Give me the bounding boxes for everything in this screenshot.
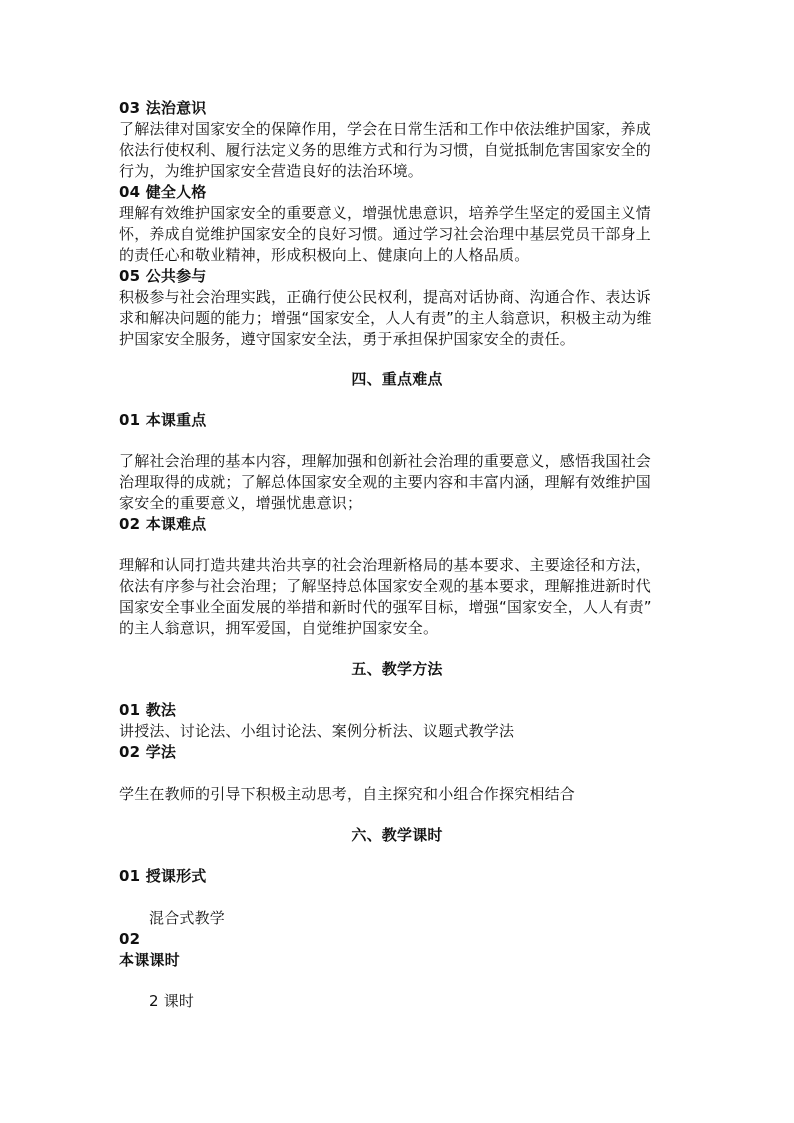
- paragraph-line: 2 课时: [149, 992, 195, 1010]
- paragraph-line: 依法行使权利、履行法定义务的思维方式和行为习惯，自觉抵制危害国家安全的: [119, 141, 652, 159]
- paragraph-line: 混合式教学: [149, 909, 226, 927]
- paragraph-line: 积极参与社会治理实践，正确行使公民权利，提高对话协商、沟通合作、表达诉: [119, 288, 652, 306]
- subheading-learning: 02 学法: [119, 743, 177, 761]
- chapter-title-hours: 六、教学课时: [351, 826, 443, 844]
- subheading-form: 01 授课形式: [119, 867, 207, 885]
- paragraph-line: 治理取得的成就；了解总体国家安全观的主要内容和丰富内涵，理解有效维护国: [119, 473, 652, 491]
- paragraph-line: 讲授法、讨论法、小组讨论法、案例分析法、议题式教学法: [119, 722, 515, 740]
- paragraph-line: 家安全的重要意义，增强忧患意识；: [119, 494, 363, 512]
- paragraph-line: 学生在教师的引导下积极主动思考，自主探究和小组合作探究相结合: [119, 785, 576, 803]
- subheading-difficulty: 02 本课难点: [119, 515, 207, 533]
- paragraph-line: 理解有效维护国家安全的重要意义，增强忧患意识，培养学生坚定的爱国主义情: [119, 204, 652, 222]
- subheading-teaching: 01 教法: [119, 701, 177, 719]
- subheading-focus: 01 本课重点: [119, 411, 207, 429]
- paragraph-line: 了解社会治理的基本内容，理解加强和创新社会治理的重要意义，感悟我国社会: [119, 452, 652, 470]
- chapter-title-key-points: 四、重点难点: [351, 370, 443, 388]
- paragraph-line: 国家安全事业全面发展的举措和新时代的强军目标，增强“国家安全，人人有责”: [119, 598, 652, 616]
- paragraph-line: 的责任心和敬业精神，形成积极向上、健康向上的人格品质。: [119, 246, 530, 264]
- paragraph-line: 求和解决问题的能力；增强“国家安全，人人有责”的主人翁意识，积极主动为维: [119, 309, 652, 327]
- chapter-title-methods: 五、教学方法: [351, 660, 443, 678]
- paragraph-line: 依法有序参与社会治理；了解坚持总体国家安全观的基本要求，理解推进新时代: [119, 577, 652, 595]
- paragraph-line: 的主人翁意识，拥军爱国，自觉维护国家安全。: [119, 619, 439, 637]
- paragraph-line: 行为，为维护国家安全营造良好的法治环境。: [119, 162, 424, 180]
- section-heading-personality: 04 健全人格: [119, 183, 207, 201]
- paragraph-line: 了解法律对国家安全的保障作用，学会在日常生活和工作中依法维护国家，养成: [119, 120, 652, 138]
- section-heading-participation: 05 公共参与: [119, 267, 207, 285]
- paragraph-line: 护国家安全服务，遵守国家安全法，勇于承担保护国家安全的责任。: [119, 330, 576, 348]
- section-heading-law: 03 法治意识: [119, 99, 207, 117]
- paragraph-line: 理解和认同打造共建共治共享的社会治理新格局的基本要求、主要途径和方法，: [119, 556, 652, 574]
- subheading-hours: 本课课时: [119, 951, 180, 969]
- subheading-number: 02: [119, 930, 141, 948]
- paragraph-line: 怀，养成自觉维护国家安全的良好习惯。通过学习社会治理中基层党员干部身上: [119, 225, 652, 243]
